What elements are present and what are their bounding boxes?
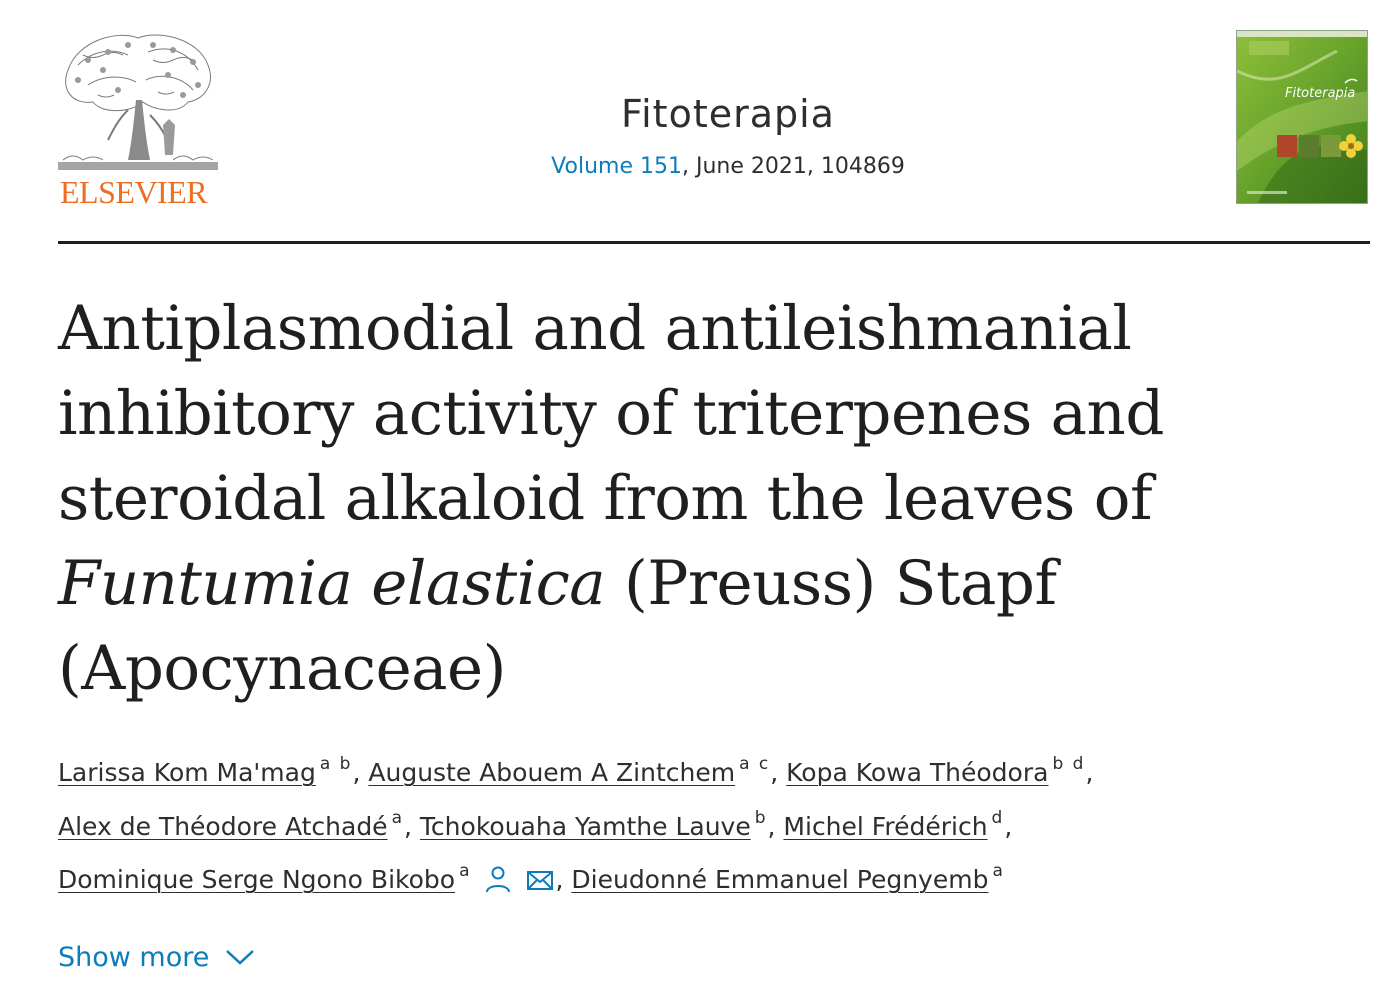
- author-item: Michel Frédérich $^d$,: [783, 807, 1013, 841]
- author-list: [58, 748, 1318, 909]
- affiliation-marker[interactable]: b: [754, 807, 768, 828]
- person-icon[interactable]: [483, 864, 513, 894]
- affiliation-marker[interactable]: a b: [319, 754, 353, 774]
- author-link[interactable]: Auguste Abouem A Zintchem: [368, 758, 736, 787]
- author-link[interactable]: Dieudonné Emmanuel Pegnyemb: [571, 865, 989, 894]
- show-more-button[interactable]: [58, 934, 255, 980]
- journal-cover-image[interactable]: [1236, 30, 1368, 204]
- journal-title-link[interactable]: Fitoterapia: [621, 92, 835, 136]
- affiliation-marker[interactable]: a c: [739, 754, 771, 774]
- author-link[interactable]: Tchokouaha Yamthe Lauve: [419, 811, 751, 841]
- envelope-icon[interactable]: [525, 864, 555, 894]
- author-link[interactable]: Michel Frédérich: [783, 811, 988, 841]
- author-item: Tchokouaha Yamthe Lauve $^b$,: [419, 807, 784, 841]
- author-link[interactable]: Larissa Kom Ma'mag: [58, 758, 316, 787]
- author-link[interactable]: Kopa Kowa Théodora: [786, 758, 1049, 787]
- affiliation-marker[interactable]: a: [459, 861, 472, 881]
- title-species-name: Funtumia elastica: [58, 548, 606, 619]
- title-text-end: (Preuss) Stapf (Apocynaceae): [58, 548, 1057, 704]
- affiliation-marker[interactable]: d: [991, 807, 1005, 828]
- author-item: Auguste Abouem A Zintchem $^{a c}$,: [368, 754, 787, 787]
- issue-details: , June 2021, 104869: [681, 154, 905, 179]
- affiliation-marker[interactable]: a: [391, 807, 404, 828]
- author-item: Larissa Kom Ma'mag $^{a b}$,: [58, 754, 369, 787]
- author-link[interactable]: Alex de Théodore Atchadé: [58, 811, 388, 841]
- affiliation-marker[interactable]: a: [992, 861, 1005, 881]
- author-item: Alex de Théodore Atchadé $^a$,: [58, 807, 420, 841]
- tree-engraving-icon: [58, 30, 218, 175]
- header-divider: [58, 241, 1370, 244]
- cover-title: Fitoterapia: [1285, 86, 1356, 101]
- author-item: [571, 861, 1005, 894]
- volume-link[interactable]: Volume 151: [551, 154, 682, 179]
- author-link[interactable]: Dominique Serge Ngono Bikobo: [58, 865, 456, 894]
- title-text: Antiplasmodial and antileishmanial inhibitory activity of triterpenes and steroidal alkaloid from the leaves of: [58, 293, 1164, 534]
- publisher-logo[interactable]: [58, 30, 218, 208]
- journal-info: [438, 88, 1018, 182]
- article-title: [58, 286, 1258, 711]
- chevron-down-icon: [225, 947, 255, 967]
- cover-art-icon: [1237, 31, 1368, 204]
- affiliation-marker[interactable]: b d: [1052, 754, 1086, 774]
- journal-issue-info: [438, 152, 1018, 182]
- publisher-name: ELSEVIER: [60, 174, 208, 210]
- show-more-label: Show more: [58, 941, 210, 973]
- author-item: Kopa Kowa Théodora $^{b d}$,: [786, 754, 1094, 787]
- author-item: Dominique Serge Ngono Bikobo $^a$ ,: [58, 861, 572, 894]
